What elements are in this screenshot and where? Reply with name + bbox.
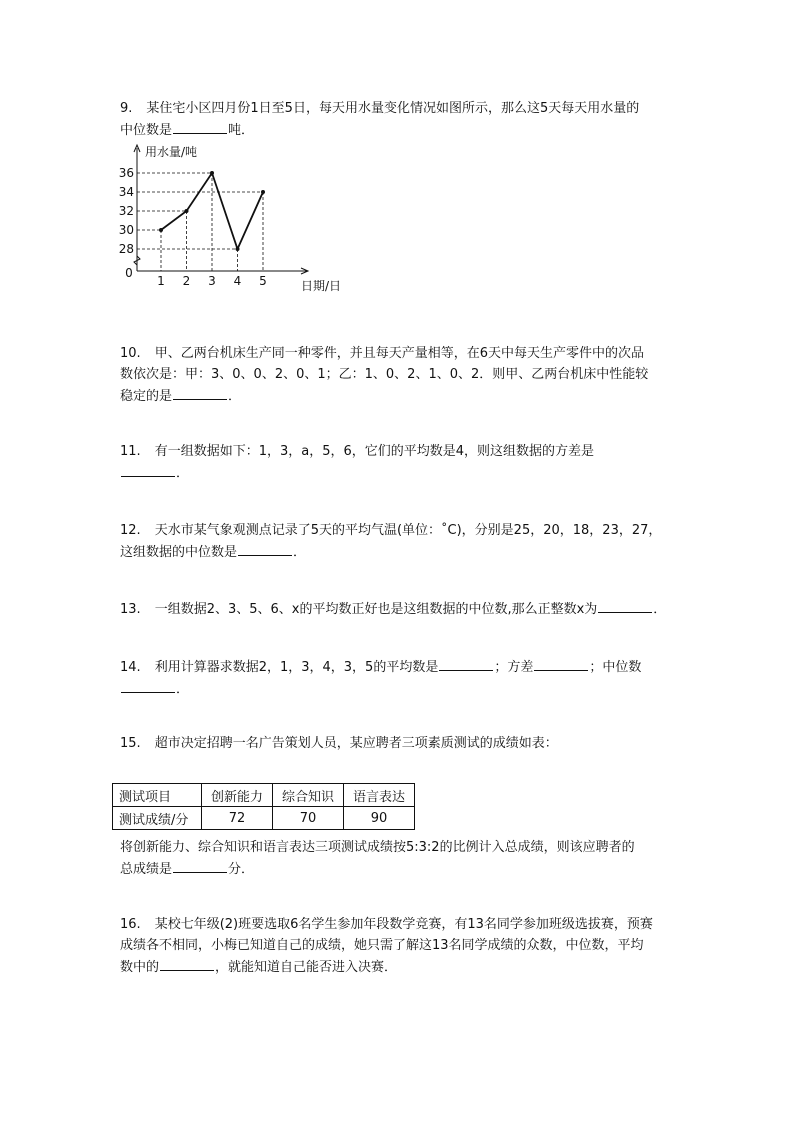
x-tick-label: 4 (233, 274, 242, 288)
y-axis-label: 用水量/吨 (145, 145, 198, 159)
question-number: 9. (120, 101, 133, 116)
question-text: 某住宅小区四月份1日至5日，每天用水量变化情况如图所示，那么这5天每天用水量的 (146, 101, 640, 116)
question-number: 14. (120, 660, 141, 675)
data-point (261, 190, 265, 194)
answer-blank[interactable] (238, 541, 292, 556)
answer-blank[interactable] (173, 858, 227, 873)
question-number: 12. (120, 523, 141, 538)
y-tick-label: 34 (118, 185, 134, 199)
question-15: 15. 超市决定招聘一名广告策划人员，某应聘者三项素质测试的成绩如表： (120, 736, 558, 751)
question-12: 12. 天水市某气象观测点记录了5天的平均气温(单位：˚C)，分别是25，20，18，23，27， 这组数据的中位数是 ． (120, 523, 662, 560)
answer-blank[interactable] (160, 956, 214, 971)
question-number: 10. (120, 346, 141, 361)
table-row (113, 807, 415, 830)
table-header-cell: 综合知识 (273, 784, 344, 807)
y-tick-label: 32 (118, 204, 134, 218)
question-13: 13. 一组数据2、3、5、6、x的平均数正好也是这组数据的中位数,那么正整数x为 ． (120, 598, 700, 620)
answer-blank[interactable] (121, 462, 175, 477)
question-16: 16. 某校七年级(2)班要选取6名学生参加年段数学竞赛，有13名同学参加班级选拔赛，预赛 成绩各不相同，小梅已知道自己的成绩，她只需了解这13名同学成绩的众数，中位数，平均 数中的 ，就能知道自己能否进入决赛． (120, 917, 653, 975)
answer-blank[interactable] (173, 385, 227, 400)
table-header-cell: 语言表达 (344, 784, 415, 807)
question-11: 11. 有一组数据如下：1，3，a，5，6，它们的平均数是4，则这组数据的方差是 ． (120, 444, 595, 481)
x-tick-label: 1 (157, 274, 165, 288)
question-14: 14. 利用计算器求数据2，1，3，4，3，5的平均数是 ；方差 ；中位数 ． (120, 656, 700, 700)
table-cell: 72 (202, 807, 273, 830)
table-header-row (113, 784, 415, 807)
table-header-cell: 创新能力 (202, 784, 273, 807)
x-tick-label: 3 (208, 274, 216, 288)
question-number: 13. (120, 602, 141, 617)
data-point (236, 247, 240, 251)
data-point (210, 171, 214, 175)
question-number: 15. (120, 736, 141, 751)
question-10: 10. 甲、乙两台机床生产同一种零件，并且每天产量相等，在6天中每天生产零件中的次品 数依次是：甲：3、0、0、2、0、1；乙：1、0、2、1、0、2．则甲、乙两台机床中性能较 稳定的是 ． (120, 346, 649, 404)
data-point (159, 228, 163, 232)
score-table (112, 783, 415, 830)
y-tick-label: 28 (118, 242, 134, 256)
x-tick-label: 5 (259, 274, 267, 288)
answer-blank-variance[interactable] (534, 656, 588, 671)
table-header-cell: 测试项目 (113, 784, 202, 807)
answer-blank-median[interactable] (121, 678, 175, 693)
table-row-label: 测试成绩/分 (113, 807, 202, 830)
question-number: 16. (120, 917, 141, 932)
y-tick-label: 30 (118, 223, 134, 237)
table-cell: 70 (273, 807, 344, 830)
y-tick-label: 36 (118, 166, 134, 180)
question-9: 9. 某住宅小区四月份1日至5日，每天用水量变化情况如图所示，那么这5天每天用水量的 中位数是 吨． (120, 101, 640, 138)
x-axis-label: 日期/日 (300, 279, 342, 293)
answer-blank-mean[interactable] (439, 656, 493, 671)
table-cell: 90 (344, 807, 415, 830)
answer-blank[interactable] (598, 598, 652, 613)
water-usage-chart (115, 142, 355, 297)
x-tick-label: 2 (182, 274, 191, 288)
data-point (185, 209, 189, 213)
answer-blank[interactable] (173, 119, 227, 134)
origin-label: 0 (125, 266, 133, 280)
question-15-continued: 将创新能力、综合知识和语言表达三项测试成绩按5:3:2的比例计入总成绩，则该应聘者的 总成绩是 分． (120, 840, 635, 877)
question-number: 11. (120, 444, 141, 459)
